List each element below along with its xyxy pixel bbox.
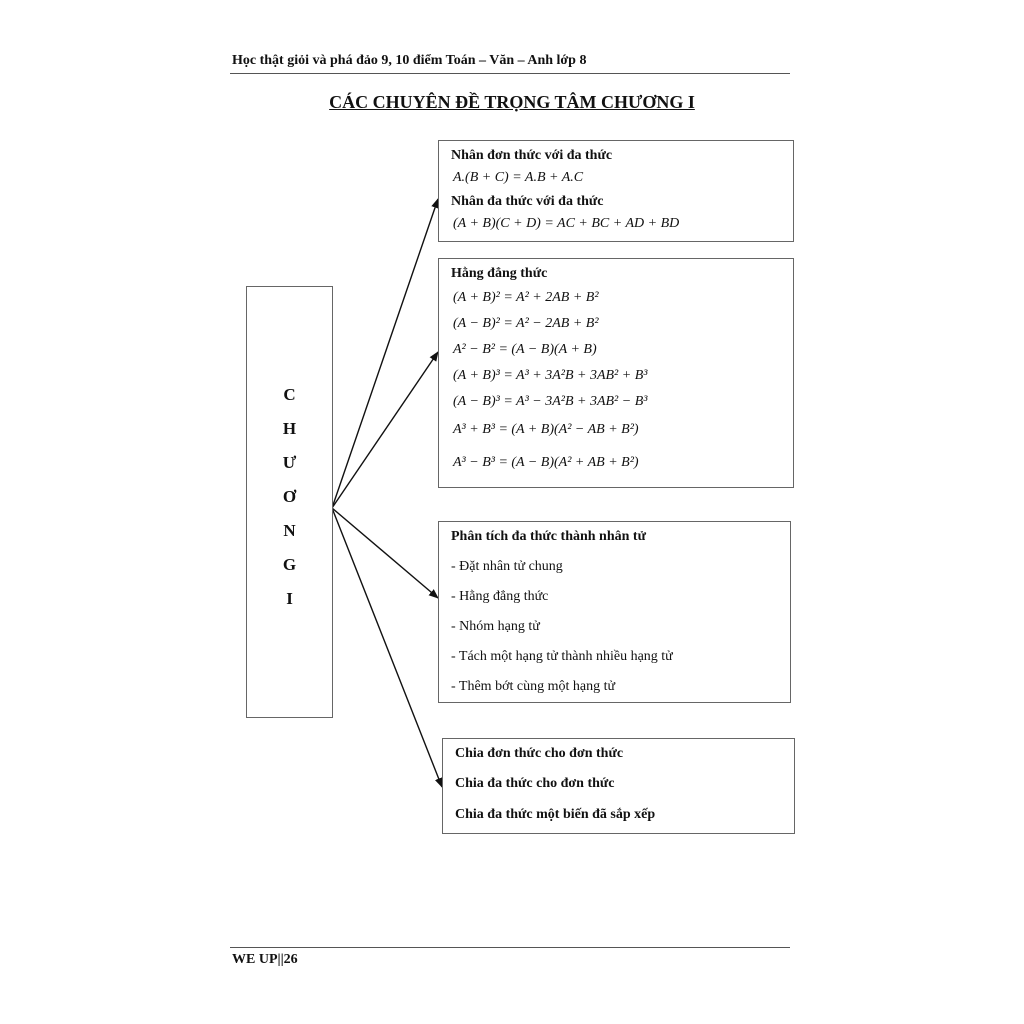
chapter-letter: N bbox=[283, 521, 296, 540]
arrow-to-box1 bbox=[332, 199, 438, 508]
box3-item: - Hằng đẳng thức bbox=[451, 589, 549, 604]
arrow-to-box2 bbox=[332, 352, 438, 508]
box2-formula: A³ − B³ = (A − B)(A² + AB + B²) bbox=[453, 455, 639, 470]
box-identities bbox=[438, 258, 794, 488]
box2-formula: (A − B)² = A² − 2AB + B² bbox=[453, 316, 599, 331]
arrow-to-box3 bbox=[332, 508, 438, 598]
footer-rule bbox=[230, 947, 790, 948]
box-multiplication bbox=[438, 140, 794, 242]
box2-formula: A² − B² = (A − B)(A + B) bbox=[453, 342, 597, 357]
box-division bbox=[442, 738, 795, 834]
page-header: Học thật giỏi và phá đảo 9, 10 điểm Toán – Văn – Anh lớp 8 bbox=[232, 53, 587, 68]
box1-heading2: Nhân đa thức với đa thức bbox=[451, 194, 604, 209]
box2-formula: (A + B)² = A² + 2AB + B² bbox=[453, 290, 599, 305]
box3-item: - Thêm bớt cùng một hạng tử bbox=[451, 679, 616, 694]
box1-formula1: A.(B + C) = A.B + A.C bbox=[453, 170, 584, 185]
page-title: CÁC CHUYÊN ĐỀ TRỌNG TÂM CHƯƠNG I bbox=[329, 92, 695, 112]
box2-heading: Hằng đẳng thức bbox=[451, 266, 548, 281]
box3-item: - Tách một hạng tử thành nhiều hạng tử bbox=[451, 649, 673, 664]
box2-formula: A³ + B³ = (A + B)(A² − AB + B²) bbox=[453, 422, 639, 437]
page-footer: WE UP||26 bbox=[232, 952, 298, 967]
box3-item: - Đặt nhân tử chung bbox=[451, 559, 563, 574]
chapter-letter: C bbox=[283, 385, 296, 404]
chapter-box bbox=[246, 286, 333, 718]
arrow-to-box4 bbox=[332, 508, 442, 787]
box4-item: Chia đơn thức cho đơn thức bbox=[455, 746, 624, 761]
chapter-letter: G bbox=[282, 555, 297, 574]
chapter-letter: H bbox=[282, 419, 297, 438]
box2-formula: (A + B)³ = A³ + 3A²B + 3AB² + B³ bbox=[453, 368, 648, 383]
box1-formula2: (A + B)(C + D) = AC + BC + AD + BD bbox=[453, 216, 680, 231]
chapter-letter: Ơ bbox=[282, 487, 297, 506]
box-factorization bbox=[438, 521, 791, 703]
box1-heading1: Nhân đơn thức với đa thức bbox=[451, 148, 613, 163]
chapter-letter: I bbox=[286, 589, 293, 608]
box2-formula: (A − B)³ = A³ − 3A²B + 3AB² − B³ bbox=[453, 394, 648, 409]
box4-item: Chia đa thức cho đơn thức bbox=[455, 776, 615, 791]
chapter-letter: Ư bbox=[282, 453, 297, 472]
box4-item: Chia đa thức một biến đã sắp xếp bbox=[455, 807, 656, 822]
box3-heading: Phân tích đa thức thành nhân tử bbox=[451, 529, 646, 544]
box3-item: - Nhóm hạng tử bbox=[451, 619, 540, 634]
